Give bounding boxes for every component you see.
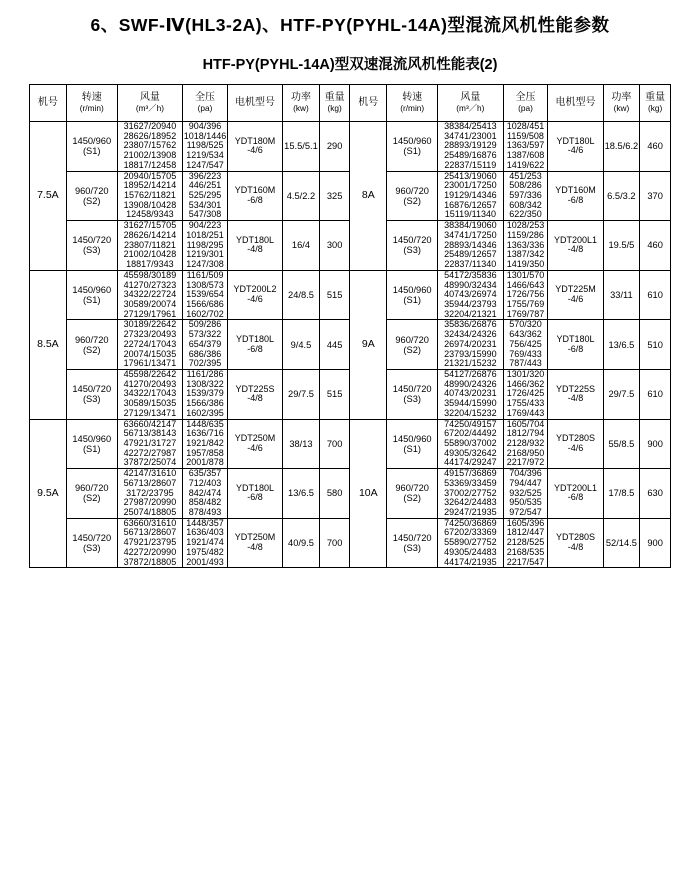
header-zhuansu-left: 转速 (r/min) <box>66 85 117 122</box>
header-jihao-left: 机号 <box>30 85 67 122</box>
cell-zhuansu: 960/720 (S2) <box>66 469 117 519</box>
cell-quanya: 704/396 794/447 932/525 950/535 972/547 <box>503 469 548 519</box>
cell-gonglv: 38/13 <box>283 419 320 469</box>
cell-fengliang: 74250/49157 67202/44492 55890/37002 49305/32642 44174/29247 <box>438 419 503 469</box>
cell-zhongliang: 610 <box>640 270 671 320</box>
cell-zhuansu: 960/720 (S2) <box>66 320 117 370</box>
cell-zhongliang: 900 <box>640 518 671 568</box>
cell-gonglv: 15.5/5.1 <box>283 122 320 172</box>
cell-zhuansu: 1450/960 (S1) <box>387 270 438 320</box>
cell-gonglv: 13/6.5 <box>283 469 320 519</box>
cell-dianji-xinghao: YDT180L -6/8 <box>227 469 282 519</box>
cell-quanya: 1448/357 1636/403 1921/474 1975/482 2001/493 <box>183 518 228 568</box>
cell-jihao: 10A <box>350 419 387 568</box>
cell-zhuansu: 1450/720 (S3) <box>387 221 438 271</box>
cell-fengliang: 49157/36869 53369/33459 37002/27752 32642/24483 29247/21935 <box>438 469 503 519</box>
cell-zhongliang: 325 <box>319 171 350 221</box>
cell-fengliang: 38384/25413 34741/23001 28893/19129 25489/16876 22837/15119 <box>438 122 503 172</box>
cell-dianji-xinghao: YDT225M -4/6 <box>548 270 603 320</box>
cell-zhongliang: 515 <box>319 369 350 419</box>
cell-zhuansu: 1450/720 (S3) <box>66 518 117 568</box>
cell-quanya: 1605/704 1812/794 2128/932 2168/950 2217/972 <box>503 419 548 469</box>
header-zhongliang-left: 重量 (kg) <box>319 85 350 122</box>
cell-zhongliang: 515 <box>319 270 350 320</box>
cell-dianji-xinghao: YDT160M -6/8 <box>548 171 603 221</box>
cell-zhongliang: 370 <box>640 171 671 221</box>
cell-gonglv: 40/9.5 <box>283 518 320 568</box>
cell-dianji-xinghao: YDT225S -4/8 <box>227 369 282 419</box>
cell-gonglv: 29/7.5 <box>283 369 320 419</box>
cell-quanya: 396/223 446/251 525/295 534/301 547/308 <box>183 171 228 221</box>
cell-zhongliang: 445 <box>319 320 350 370</box>
cell-zhuansu: 960/720 (S2) <box>387 320 438 370</box>
cell-fengliang: 30189/22642 27323/20493 22724/17043 20074/15035 17961/13471 <box>117 320 182 370</box>
cell-quanya: 1161/286 1308/322 1539/379 1566/386 1602/395 <box>183 369 228 419</box>
header-gonglv-right: 功率 (kw) <box>603 85 640 122</box>
cell-fengliang: 42147/31610 56713/28607 3172/23795 27987/20990 25074/18805 <box>117 469 182 519</box>
cell-quanya: 1028/253 1159/286 1363/336 1387/342 1419/350 <box>503 221 548 271</box>
cell-zhuansu: 1450/720 (S3) <box>66 369 117 419</box>
cell-quanya: 1301/320 1466/362 1726/425 1755/433 1769/443 <box>503 369 548 419</box>
cell-fengliang: 63660/42147 56713/38143 47921/31727 42272/27987 37872/25074 <box>117 419 182 469</box>
table-row <box>30 419 671 469</box>
cell-fengliang: 31627/20940 28626/18952 23807/15762 21002/13908 18817/12458 <box>117 122 182 172</box>
cell-dianji-xinghao: YDT180L -4/6 <box>548 122 603 172</box>
cell-gonglv: 17/8.5 <box>603 469 640 519</box>
cell-zhongliang: 300 <box>319 221 350 271</box>
cell-quanya: 1028/451 1159/508 1363/597 1387/608 1419/622 <box>503 122 548 172</box>
cell-zhongliang: 510 <box>640 320 671 370</box>
cell-jihao: 8A <box>350 122 387 271</box>
cell-fengliang: 31627/15705 28626/14214 23807/11821 21002/10428 18817/9343 <box>117 221 182 271</box>
performance-table <box>29 84 671 568</box>
cell-zhuansu: 1450/960 (S1) <box>387 419 438 469</box>
cell-gonglv: 9/4.5 <box>283 320 320 370</box>
cell-zhuansu: 1450/960 (S1) <box>66 270 117 320</box>
cell-quanya: 509/286 573/322 654/379 686/386 702/395 <box>183 320 228 370</box>
cell-gonglv: 6.5/3.2 <box>603 171 640 221</box>
table-row <box>30 122 671 172</box>
cell-fengliang: 25413/19060 23001/17250 19129/14346 16876/12657 15119/11340 <box>438 171 503 221</box>
cell-quanya: 570/320 643/362 756/425 769/433 787/443 <box>503 320 548 370</box>
header-fengliang-left: 风量 (m³／h) <box>117 85 182 122</box>
cell-quanya: 1605/396 1812/447 2128/525 2168/535 2217/547 <box>503 518 548 568</box>
table-caption: HTF-PY(PYHL-14A)型双速混流风机性能表(2) <box>202 57 498 73</box>
cell-dianji-xinghao: YDT180L -6/8 <box>227 320 282 370</box>
cell-fengliang: 45598/30189 41270/27323 34322/22724 30589/20074 27129/17961 <box>117 270 182 320</box>
cell-dianji-xinghao: YDT200L2 -4/6 <box>227 270 282 320</box>
cell-dianji-xinghao: YDT180L -6/8 <box>548 320 603 370</box>
cell-zhuansu: 960/720 (S2) <box>387 469 438 519</box>
cell-zhuansu: 1450/960 (S1) <box>66 122 117 172</box>
page-title: 6、SWF-Ⅳ(HL3-2A)、HTF-PY(PYHL-14A)型混流风机性能参数 <box>90 15 610 35</box>
cell-dianji-xinghao: YDT250M -4/8 <box>227 518 282 568</box>
cell-gonglv: 52/14.5 <box>603 518 640 568</box>
page <box>0 12 700 890</box>
cell-zhongliang: 700 <box>319 419 350 469</box>
cell-quanya: 904/223 1018/251 1198/295 1219/301 1247/308 <box>183 221 228 271</box>
cell-quanya: 635/357 712/403 842/474 858/482 878/493 <box>183 469 228 519</box>
cell-fengliang: 63660/31610 56713/28607 47921/23795 42272/20990 37872/18805 <box>117 518 182 568</box>
cell-fengliang: 45598/22642 41270/20493 34322/17043 30589/15035 27129/13471 <box>117 369 182 419</box>
cell-dianji-xinghao: YDT200L1 -6/8 <box>548 469 603 519</box>
cell-fengliang: 74250/36869 67202/33369 55890/27752 49305/24483 44174/21935 <box>438 518 503 568</box>
cell-fengliang: 54127/26876 48990/24326 40743/20231 35944/15990 32204/15232 <box>438 369 503 419</box>
header-jihao-right: 机号 <box>350 85 387 122</box>
cell-zhongliang: 460 <box>640 122 671 172</box>
cell-zhuansu: 1450/720 (S3) <box>387 518 438 568</box>
cell-zhuansu: 960/720 (S2) <box>387 171 438 221</box>
cell-dianji-xinghao: YDT280S -4/6 <box>548 419 603 469</box>
cell-zhuansu: 1450/720 (S3) <box>387 369 438 419</box>
cell-zhongliang: 460 <box>640 221 671 271</box>
cell-jihao: 8.5A <box>30 270 67 419</box>
cell-zhuansu: 1450/960 (S1) <box>66 419 117 469</box>
cell-fengliang: 35836/26876 32434/24326 26974/20231 23793/15990 21321/15232 <box>438 320 503 370</box>
cell-dianji-xinghao: YDT225S -4/8 <box>548 369 603 419</box>
table-header <box>30 85 671 122</box>
cell-fengliang: 54172/35836 48990/32434 40743/26974 35944/23793 32204/21321 <box>438 270 503 320</box>
cell-quanya: 1448/635 1636/716 1921/842 1957/858 2001/878 <box>183 419 228 469</box>
cell-gonglv: 4.5/2.2 <box>283 171 320 221</box>
cell-quanya: 1161/509 1308/573 1539/654 1566/686 1602/702 <box>183 270 228 320</box>
cell-zhongliang: 290 <box>319 122 350 172</box>
cell-fengliang: 38384/19060 34741/17250 28893/14346 25489/12657 22837/11340 <box>438 221 503 271</box>
cell-dianji-xinghao: YDT180L -4/8 <box>227 221 282 271</box>
header-dianji-right: 电机型号 <box>548 85 603 122</box>
cell-dianji-xinghao: YDT160M -6/8 <box>227 171 282 221</box>
cell-zhuansu: 960/720 (S2) <box>66 171 117 221</box>
cell-quanya: 904/396 1018/1446 1198/525 1219/534 1247/547 <box>183 121 227 170</box>
table-row <box>30 270 671 320</box>
cell-gonglv: 24/8.5 <box>283 270 320 320</box>
cell-gonglv: 18.5/6.2 <box>603 122 640 172</box>
cell-gonglv: 16/4 <box>283 221 320 271</box>
cell-dianji-xinghao: YDT200L1 -4/8 <box>548 221 603 271</box>
header-zhuansu-right: 转速 (r/min) <box>387 85 438 122</box>
header-zhongliang-right: 重量 (kg) <box>640 85 671 122</box>
cell-gonglv: 13/6.5 <box>603 320 640 370</box>
cell-gonglv: 19.5/5 <box>603 221 640 271</box>
header-fengliang-right: 风量 (m³／h) <box>438 85 503 122</box>
cell-jihao: 7.5A <box>30 122 67 271</box>
cell-fengliang: 20940/15705 18952/14214 15762/11821 13908/10428 12458/9343 <box>117 171 182 221</box>
table-body <box>30 122 671 568</box>
cell-dianji-xinghao: YDT250M -4/6 <box>227 419 282 469</box>
cell-gonglv: 33/11 <box>603 270 640 320</box>
cell-gonglv: 55/8.5 <box>603 419 640 469</box>
cell-quanya: 451/253 508/286 597/336 608/342 622/350 <box>503 171 548 221</box>
cell-dianji-xinghao: YDT280S -4/8 <box>548 518 603 568</box>
header-quanya-right: 全压 (pa) <box>503 85 548 122</box>
cell-dianji-xinghao: YDT180M -4/6 <box>227 122 282 172</box>
cell-zhuansu: 1450/960 (S1) <box>387 122 438 172</box>
cell-zhongliang: 700 <box>319 518 350 568</box>
header-gonglv-left: 功率 (kw) <box>283 85 320 122</box>
header-quanya-left: 全压 (pa) <box>183 85 228 122</box>
header-dianji-left: 电机型号 <box>227 85 282 122</box>
cell-zhongliang: 580 <box>319 469 350 519</box>
cell-jihao: 9A <box>350 270 387 419</box>
cell-zhongliang: 900 <box>640 419 671 469</box>
cell-zhuansu: 1450/720 (S3) <box>66 221 117 271</box>
cell-jihao: 9.5A <box>30 419 67 568</box>
cell-zhongliang: 630 <box>640 469 671 519</box>
cell-quanya: 1301/570 1466/643 1726/756 1755/769 1769/787 <box>503 270 548 320</box>
cell-zhongliang: 610 <box>640 369 671 419</box>
cell-gonglv: 29/7.5 <box>603 369 640 419</box>
